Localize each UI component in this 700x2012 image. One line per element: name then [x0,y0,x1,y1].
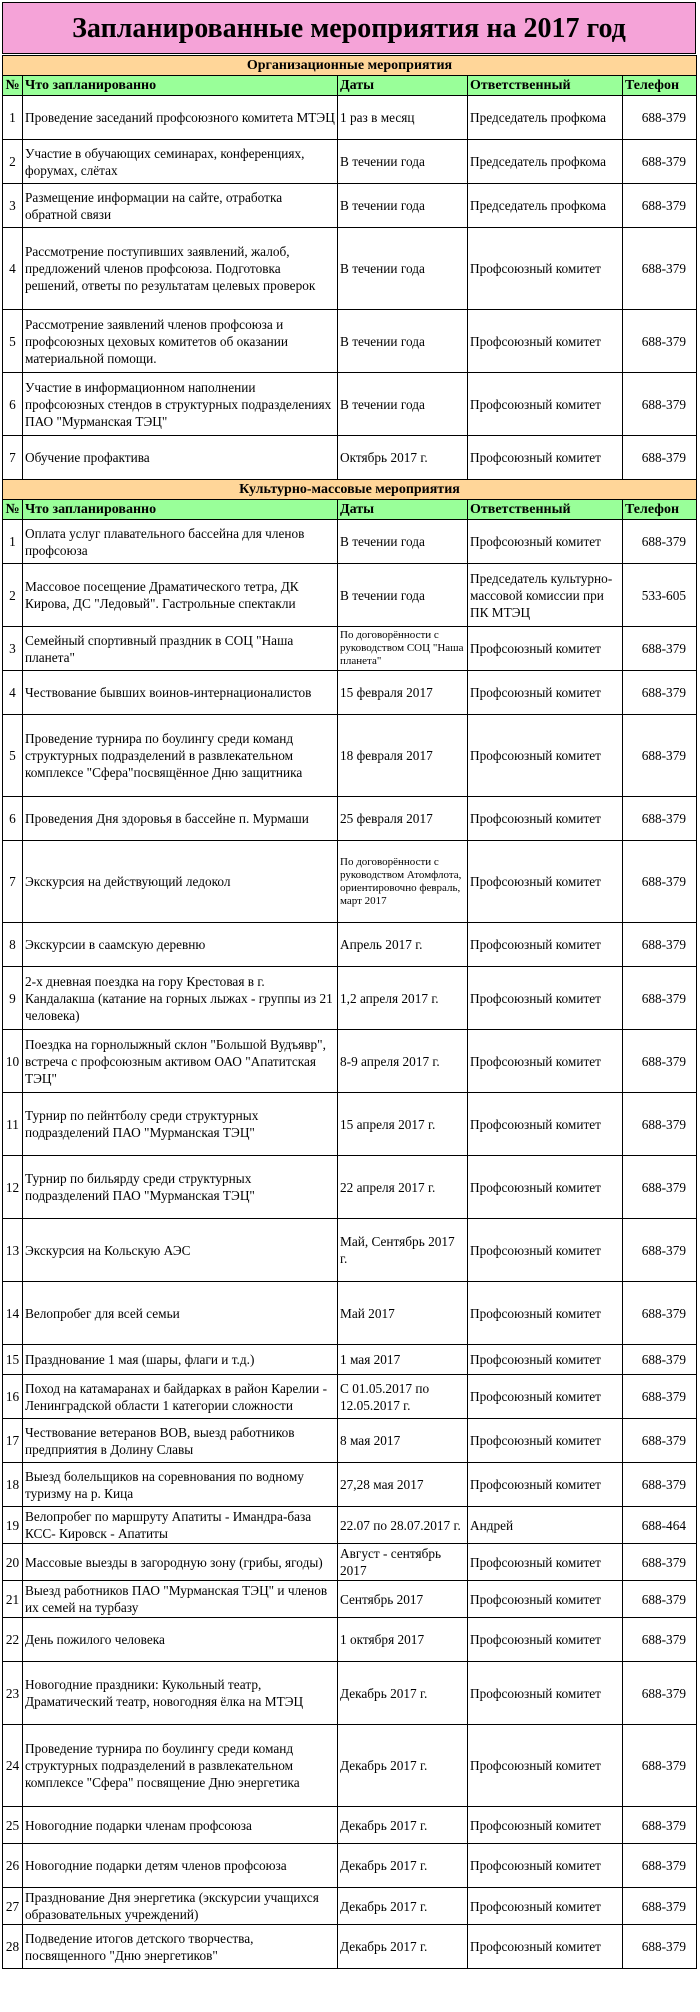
row-what: Велопробег по маршруту Апатиты - Имандра-база КСС- Кировск - Апатиты [23,1507,338,1544]
row-responsible: Профсоюзный комитет [468,967,623,1030]
column-header-phone: Телефон [623,76,697,96]
table-row [3,184,697,228]
row-dates: Декабрь 2017 г. [338,1844,468,1888]
row-responsible: Профсоюзный комитет [468,797,623,841]
row-dates: Май 2017 [338,1282,468,1345]
row-phone: 688-379 [623,1844,697,1888]
row-number: 3 [3,184,23,228]
row-dates: 1 мая 2017 [338,1345,468,1375]
row-number: 2 [3,140,23,184]
row-number: 18 [3,1463,23,1507]
row-number: 20 [3,1544,23,1581]
table-row [3,1282,697,1345]
table-row [3,1807,697,1844]
row-phone: 688-379 [623,436,697,480]
row-dates: Декабрь 2017 г. [338,1807,468,1844]
row-responsible: Профсоюзный комитет [468,1844,623,1888]
table-row [3,1219,697,1282]
row-phone: 688-379 [623,1618,697,1662]
row-dates: По договорённости с руководством Атомфлота, ориентировочно февраль, март 2017 [338,841,468,923]
table-row [3,797,697,841]
row-dates: Декабрь 2017 г. [338,1925,468,1969]
row-what: Проведения Дня здоровья в бассейне п. Мурмаши [23,797,338,841]
row-what: Велопробег для всей семьи [23,1282,338,1345]
row-what: Рассмотрение заявлений членов профсоюза и профсоюзных цеховых комитетов об оказании материальной помощи. [23,310,338,373]
row-dates: Декабрь 2017 г. [338,1888,468,1925]
header-row [3,500,697,520]
row-dates: 18 февраля 2017 [338,715,468,797]
row-number: 6 [3,797,23,841]
row-responsible: Профсоюзный комитет [468,1888,623,1925]
row-dates: Октябрь 2017 г. [338,436,468,480]
row-number: 8 [3,923,23,967]
row-number: 5 [3,715,23,797]
row-responsible: Профсоюзный комитет [468,1925,623,1969]
row-number: 27 [3,1888,23,1925]
row-what: Чествование бывших воинов-интернационалистов [23,671,338,715]
row-phone: 688-379 [623,228,697,310]
column-header-what: Что запланированно [23,500,338,520]
row-phone: 688-379 [623,520,697,564]
row-responsible: Профсоюзный комитет [468,228,623,310]
row-what: 2-х дневная поездка на гору Крестовая в г. Кандалакша (катание на горных лыжах - группы из 21 человека) [23,967,338,1030]
table-row [3,1581,697,1618]
row-dates: С 01.05.2017 по 12.05.2017 г. [338,1375,468,1419]
row-dates: 15 апреля 2017 г. [338,1093,468,1156]
row-what: Семейный спортивный праздник в СОЦ "Наша планета" [23,627,338,671]
row-responsible: Профсоюзный комитет [468,627,623,671]
row-phone: 688-379 [623,373,697,436]
row-dates: Сентябрь 2017 [338,1581,468,1618]
row-what: Рассмотрение поступивших заявлений, жалоб, предложений членов профсоюза. Подготовка решений, ответы по результатам целевых проверок [23,228,338,310]
table-row [3,1888,697,1925]
row-phone: 688-379 [623,1219,697,1282]
row-responsible: Председатель профкома [468,140,623,184]
row-number: 15 [3,1345,23,1375]
row-number: 13 [3,1219,23,1282]
header-row [3,76,697,96]
row-number: 23 [3,1662,23,1725]
row-responsible: Председатель профкома [468,184,623,228]
row-dates: В течении года [338,373,468,436]
row-dates: В течении года [338,520,468,564]
row-what: Выезд болельщиков на соревнования по водному туризму на р. Кица [23,1463,338,1507]
row-responsible: Профсоюзный комитет [468,1093,623,1156]
table-row [3,1156,697,1219]
row-responsible: Профсоюзный комитет [468,1544,623,1581]
row-phone: 688-379 [623,627,697,671]
row-what: Массовое посещение Драматического тетра, ДК Кирова, ДС "Ледовый". Гастрольные спектакли [23,564,338,627]
table-row [3,373,697,436]
row-responsible: Председатель профкома [468,96,623,140]
table-row [3,923,697,967]
row-dates: 25 февраля 2017 [338,797,468,841]
row-dates: Май, Сентябрь 2017 г. [338,1219,468,1282]
row-dates: Декабрь 2017 г. [338,1662,468,1725]
table-row [3,1925,697,1969]
row-responsible: Председатель культурно-массовой комиссии при ПК МТЭЦ [468,564,623,627]
row-responsible: Андрей [468,1507,623,1544]
row-what: Экскурсия на действующий ледокол [23,841,338,923]
table-row [3,715,697,797]
row-dates: 15 февраля 2017 [338,671,468,715]
row-number: 1 [3,96,23,140]
row-what: Размещение информации на сайте, отработка обратной связи [23,184,338,228]
row-dates: Декабрь 2017 г. [338,1725,468,1807]
row-phone: 688-379 [623,967,697,1030]
row-what: Новогодние подарки членам профсоюза [23,1807,338,1844]
column-header-resp: Ответственный [468,76,623,96]
row-phone: 688-379 [623,1375,697,1419]
table-row [3,520,697,564]
row-number: 22 [3,1618,23,1662]
row-phone: 688-379 [623,1807,697,1844]
row-what: Оплата услуг плавательного бассейна для членов профсоюза [23,520,338,564]
row-dates: 1 октября 2017 [338,1618,468,1662]
row-number: 4 [3,228,23,310]
row-what: Турнир по пейнтболу среди структурных подразделений ПАО "Мурманская ТЭЦ" [23,1093,338,1156]
section-row [3,480,697,500]
row-number: 2 [3,564,23,627]
row-what: Выезд работников ПАО "Мурманская ТЭЦ" и членов их семей на турбазу [23,1581,338,1618]
table-row [3,436,697,480]
row-phone: 688-379 [623,841,697,923]
row-responsible: Профсоюзный комитет [468,1662,623,1725]
row-dates: Август - сентябрь 2017 [338,1544,468,1581]
row-what: Участие в информационном наполнении профсоюзных стендов в структурных подразделениях ПАО "Мурманская ТЭЦ" [23,373,338,436]
row-phone: 688-379 [623,1662,697,1725]
table-row [3,1419,697,1463]
row-dates: В течении года [338,228,468,310]
row-number: 1 [3,520,23,564]
row-phone: 688-379 [623,923,697,967]
table-row [3,1375,697,1419]
row-responsible: Профсоюзный комитет [468,310,623,373]
row-number: 16 [3,1375,23,1419]
row-what: Празднование 1 мая (шары, флаги и т.д.) [23,1345,338,1375]
row-responsible: Профсоюзный комитет [468,671,623,715]
row-number: 26 [3,1844,23,1888]
row-responsible: Профсоюзный комитет [468,1030,623,1093]
section-title: Организационные мероприятия [3,56,697,76]
row-phone: 688-379 [623,1156,697,1219]
table-row [3,310,697,373]
row-responsible: Профсоюзный комитет [468,1219,623,1282]
row-what: Массовые выезды в загородную зону (грибы, ягоды) [23,1544,338,1581]
row-dates: В течении года [338,564,468,627]
table-row [3,140,697,184]
section-row [3,56,697,76]
row-what: Проведение турнира по боулингу среди команд структурных подразделений в развлекательном комплексе "Сфера" посвящение Дню энергетика [23,1725,338,1807]
row-what: Турнир по бильярду среди структурных подразделений ПАО "Мурманская ТЭЦ" [23,1156,338,1219]
row-dates: 22.07 по 28.07.2017 г. [338,1507,468,1544]
column-header-resp: Ответственный [468,500,623,520]
row-responsible: Профсоюзный комитет [468,373,623,436]
row-phone: 688-379 [623,1888,697,1925]
row-dates: 27,28 мая 2017 [338,1463,468,1507]
row-number: 19 [3,1507,23,1544]
table-row [3,627,697,671]
row-phone: 688-379 [623,715,697,797]
row-dates: 1,2 апреля 2017 г. [338,967,468,1030]
table-row [3,228,697,310]
row-phone: 688-379 [623,1725,697,1807]
row-responsible: Профсоюзный комитет [468,1581,623,1618]
row-number: 7 [3,841,23,923]
table-row [3,967,697,1030]
row-phone: 688-379 [623,1581,697,1618]
row-phone: 688-379 [623,184,697,228]
table-row [3,1725,697,1807]
row-what: Проведение заседаний профсоюзного комитета МТЭЦ [23,96,338,140]
row-number: 6 [3,373,23,436]
table-row [3,1463,697,1507]
column-header-phone: Телефон [623,500,697,520]
table-row [3,96,697,140]
row-phone: 688-379 [623,1463,697,1507]
row-number: 14 [3,1282,23,1345]
page-title: Запланированные мероприятия на 2017 год [2,2,696,54]
row-number: 5 [3,310,23,373]
row-what: Новогодние подарки детям членов профсоюза [23,1844,338,1888]
row-phone: 688-464 [623,1507,697,1544]
row-dates: Апрель 2017 г. [338,923,468,967]
table-row [3,1030,697,1093]
row-responsible: Профсоюзный комитет [468,1375,623,1419]
row-number: 11 [3,1093,23,1156]
row-number: 21 [3,1581,23,1618]
section-title: Культурно-массовые мероприятия [3,480,697,500]
row-responsible: Профсоюзный комитет [468,923,623,967]
row-number: 10 [3,1030,23,1093]
row-responsible: Профсоюзный комитет [468,1807,623,1844]
row-phone: 688-379 [623,1030,697,1093]
row-responsible: Профсоюзный комитет [468,715,623,797]
row-phone: 688-379 [623,1282,697,1345]
row-what: Подведение итогов детского творчества, посвященного "Дню энергетиков" [23,1925,338,1969]
row-number: 17 [3,1419,23,1463]
table-row [3,1618,697,1662]
row-phone: 688-379 [623,671,697,715]
row-what: Празднование Дня энергетика (экскурсии учащихся образовательных учреждений) [23,1888,338,1925]
table-row [3,1544,697,1581]
row-responsible: Профсоюзный комитет [468,1156,623,1219]
events-table [2,55,697,1969]
row-what: Чествование ветеранов ВОВ, выезд работников предприятия в Долину Славы [23,1419,338,1463]
row-phone: 688-379 [623,1419,697,1463]
row-number: 7 [3,436,23,480]
row-phone: 688-379 [623,96,697,140]
row-number: 3 [3,627,23,671]
row-what: Новогодние праздники: Кукольный театр, Драматический театр, новогодняя ёлка на МТЭЦ [23,1662,338,1725]
row-responsible: Профсоюзный комитет [468,1282,623,1345]
row-what: Поездка на горнолыжный склон "Большой Вудъявр", встреча с профсоюзным активом ОАО "Апатитская ТЭЦ" [23,1030,338,1093]
row-number: 24 [3,1725,23,1807]
row-what: День пожилого человека [23,1618,338,1662]
row-what: Экскурсия на Кольскую АЭС [23,1219,338,1282]
row-number: 4 [3,671,23,715]
row-phone: 688-379 [623,1093,697,1156]
row-responsible: Профсоюзный комитет [468,1725,623,1807]
table-row [3,564,697,627]
row-phone: 688-379 [623,310,697,373]
row-phone: 688-379 [623,1345,697,1375]
row-dates: По договорённости с руководством СОЦ "Наша планета" [338,627,468,671]
row-phone: 688-379 [623,1544,697,1581]
row-number: 25 [3,1807,23,1844]
column-header-num: № [3,500,23,520]
row-what: Участие в обучающих семинарах, конференциях, форумах, слётах [23,140,338,184]
row-what: Поход на катамаранах и байдарках в район Карелии - Ленинградской области 1 категории сложности [23,1375,338,1419]
row-what: Обучение профактива [23,436,338,480]
row-dates: В течении года [338,184,468,228]
row-dates: В течении года [338,140,468,184]
column-header-num: № [3,76,23,96]
table-row [3,1093,697,1156]
row-phone: 688-379 [623,140,697,184]
table-row [3,1662,697,1725]
column-header-dates: Даты [338,500,468,520]
row-responsible: Профсоюзный комитет [468,1618,623,1662]
row-dates: В течении года [338,310,468,373]
table-row [3,1345,697,1375]
table-row [3,1507,697,1544]
table-row [3,1844,697,1888]
row-number: 12 [3,1156,23,1219]
row-phone: 688-379 [623,1925,697,1969]
table-row [3,841,697,923]
table-row [3,671,697,715]
row-dates: 8 мая 2017 [338,1419,468,1463]
row-responsible: Профсоюзный комитет [468,520,623,564]
row-phone: 688-379 [623,797,697,841]
row-responsible: Профсоюзный комитет [468,436,623,480]
row-dates: 8-9 апреля 2017 г. [338,1030,468,1093]
column-header-dates: Даты [338,76,468,96]
row-responsible: Профсоюзный комитет [468,1419,623,1463]
row-responsible: Профсоюзный комитет [468,1463,623,1507]
column-header-what: Что запланированно [23,76,338,96]
row-number: 28 [3,1925,23,1969]
row-phone: 533-605 [623,564,697,627]
row-dates: 22 апреля 2017 г. [338,1156,468,1219]
row-what: Экскурсии в саамскую деревню [23,923,338,967]
row-responsible: Профсоюзный комитет [468,841,623,923]
row-responsible: Профсоюзный комитет [468,1345,623,1375]
row-what: Проведение турнира по боулингу среди команд структурных подразделений в развлекательном комплексе "Сфера"посвящённое Дню защитника [23,715,338,797]
row-dates: 1 раз в месяц [338,96,468,140]
row-number: 9 [3,967,23,1030]
